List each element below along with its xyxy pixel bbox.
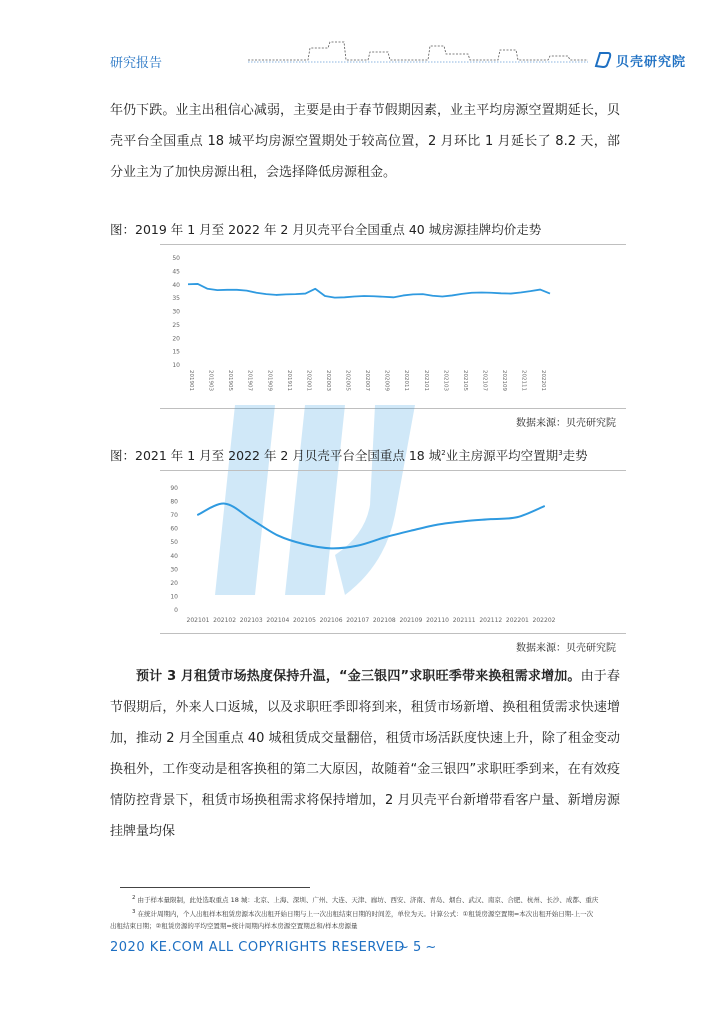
footer-copyright: 2020 KE.COM ALL COPYRIGHTS RESERVED: [110, 940, 405, 955]
chart-1-x-tick-label: 201901: [188, 370, 194, 391]
chart-2-x-tick-label: 202111: [452, 617, 476, 624]
chart-2-y-tick-label: 90: [170, 485, 178, 492]
chart-1-x-tick-label: 202103: [442, 370, 449, 391]
figure-1-source: 数据来源：贝壳研究院: [516, 418, 616, 429]
chart-2-x-tick-label: 202110: [426, 617, 449, 624]
footnote-3: [132, 907, 622, 920]
brand-logo-icon: [592, 50, 612, 70]
footnote-3-mark: 3: [132, 909, 136, 915]
figure-2-caption-part2: 业主房源平均空置期: [445, 448, 559, 463]
footnote-2: [132, 893, 632, 906]
chart-1-x-tick-label: 202007: [364, 370, 371, 391]
chart-2-y-tick-label: 50: [170, 539, 178, 547]
chart-1-x-tick-label: 202009: [383, 370, 390, 391]
footnote-rule: [120, 887, 310, 888]
chart-1-y-tick-label: 45: [172, 268, 180, 276]
figure-2-bottom-rule: [160, 633, 626, 634]
chart-1-y-tick-label: 25: [172, 321, 180, 329]
chart-2-y-tick-label: 40: [170, 552, 178, 560]
figure-2-caption: [110, 446, 588, 464]
chart-2-x-tick-label: 202101: [186, 617, 210, 624]
chart-1-x-tick-label: 201909: [266, 370, 273, 391]
chart-2-x-tick-label: 202103: [239, 617, 263, 624]
chart-1-y-tick-label: 30: [172, 308, 180, 316]
chart-2-x-tick-label: 202106: [319, 617, 343, 624]
chart-1-x-tick-label: 202005: [344, 370, 351, 391]
chart-1-x-tick-label: 201907: [246, 370, 253, 391]
paragraph-2-body: 由于春节假期后，外来人口返城，以及求职旺季即将到来，租赁市场新增、换租租赁需求快速增加，推动 2 月全国重点 40 城租赁成交量翻倍，租赁市场活跃度快速上升，除了租金变动换租外，工作变动是租客换租的第二大原因，故随着“金三银四”求职旺季到来，在有效疫情防控背景下，租赁市场换租需求将保持增加，2 月贝壳平台新增带看客户量、新增房源挂牌量均保: [110, 669, 620, 839]
paragraph-1: 年仍下跌。业主出租信心减弱，主要是由于春节假期因素，业主平均房源空置期延长，贝壳平台全国重点 18 城平均房源空置期处于较高位置，2 月环比 1 月延长了 8.2 天，部分业主为了加快房源出租，会选择降低房源租金。: [110, 103, 620, 180]
chart-2-vacancy-period: [160, 478, 626, 630]
chart-1-y-tick-label: 15: [172, 348, 180, 356]
chart-1-listing-price: [160, 250, 626, 400]
paragraph-2: [110, 661, 620, 847]
figure-1-top-rule: [160, 244, 626, 245]
chart-2-y-tick-label: 20: [170, 579, 178, 587]
chart-1-y-tick-label: 10: [172, 362, 180, 369]
chart-2-y-tick-label: 80: [170, 498, 178, 506]
chart-1-x-tick-label: 202003: [324, 370, 331, 391]
chart-2-x-tick-label: 202105: [293, 617, 316, 624]
chart-1-x-tick-label: 201905: [227, 370, 234, 391]
footnote-3-text: 在统计周期内，个人出租样本租赁房源本次出租开始日期与上一次出租结束日期的时间差，单位为天。计算公式：①租赁房源空置期=本次出租开始日期-上一次: [137, 910, 594, 919]
brand-name: 贝壳研究院: [616, 54, 687, 70]
figure-2-source: 数据来源：贝壳研究院: [516, 643, 616, 654]
footnote-2-text: 由于样本量限制，此处选取重点 18 城：北京、上海、深圳、广州、大连、天津、廊坊、西安、济南、青岛、烟台、武汉、南京、合肥、杭州、长沙、成都、重庆: [137, 896, 599, 905]
figure-2-caption-part1: 图：2021 年 1 月至 2022 年 2 月贝壳平台全国重点 18 城: [110, 448, 442, 463]
figure-2-footnote-ref-2: 2: [441, 448, 446, 457]
chart-2-y-tick-label: 0: [174, 607, 178, 614]
chart-1-y-tick-label: 20: [172, 335, 180, 343]
paragraph-2-lead: 预计 3 月租赁市场热度保持升温，“金三银四”求职旺季带来换租需求增加。: [136, 669, 581, 684]
chart-1-x-tick-label: 202001: [305, 370, 312, 391]
chart-2-y-tick-label: 30: [170, 566, 178, 574]
footer-page-number: ~ 5 ~: [398, 940, 437, 955]
chart-1-y-tick-label: 50: [172, 255, 180, 262]
chart-2-x-tick-label: 202109: [399, 617, 423, 624]
figure-2-caption-part3: 走势: [562, 448, 588, 463]
chart-1-y-tick-label: 35: [172, 295, 180, 303]
chart-2-x-tick-label: 202108: [372, 617, 396, 624]
chart-1-x-tick-label: 202011: [403, 370, 410, 391]
chart-1-x-tick-label: 202109: [501, 370, 508, 391]
chart-2-x-tick-label: 202201: [505, 617, 529, 624]
chart-2-x-tick-label: 202202: [532, 617, 556, 624]
chart-1-x-tick-label: 201903: [207, 370, 214, 391]
chart-1-series-line: [188, 284, 550, 298]
chart-2-y-tick-label: 10: [170, 593, 178, 601]
chart-1-x-tick-label: 202105: [461, 370, 468, 391]
chart-2-x-tick-label: 202104: [266, 617, 290, 624]
figure-1-caption: 图：2019 年 1 月至 2022 年 2 月贝壳平台全国重点 40 城房源挂牌均价走势: [110, 222, 542, 237]
chart-2-series-line: [198, 504, 544, 549]
chart-1-x-tick-label: 202101: [422, 370, 429, 391]
chart-2-y-tick-label: 70: [170, 512, 178, 520]
chart-2-x-tick-label: 202102: [213, 617, 237, 624]
chart-2-x-tick-label: 202107: [346, 617, 370, 624]
skyline-decoration: [248, 38, 588, 74]
footnote-3-continued: 出租结束日期；②租赁房源的平均空置期=统计周期内样本房源空置期总和/样本房源量: [110, 922, 358, 930]
chart-2-y-tick-label: 60: [170, 525, 178, 533]
footnote-2-mark: 2: [132, 895, 136, 901]
figure-2-footnote-ref-3: 3: [558, 448, 563, 457]
figure-2-top-rule: [160, 470, 626, 471]
chart-1-x-tick-label: 202107: [481, 370, 488, 391]
chart-1-x-tick-label: 202201: [540, 370, 547, 391]
chart-1-x-tick-label: 202111: [520, 370, 527, 391]
brand-logo: [592, 50, 686, 70]
chart-1-y-tick-label: 40: [172, 281, 180, 289]
chart-2-x-tick-label: 202112: [479, 617, 503, 624]
chart-1-x-tick-label: 201911: [285, 370, 292, 391]
report-header-title: 研究报告: [110, 56, 163, 71]
